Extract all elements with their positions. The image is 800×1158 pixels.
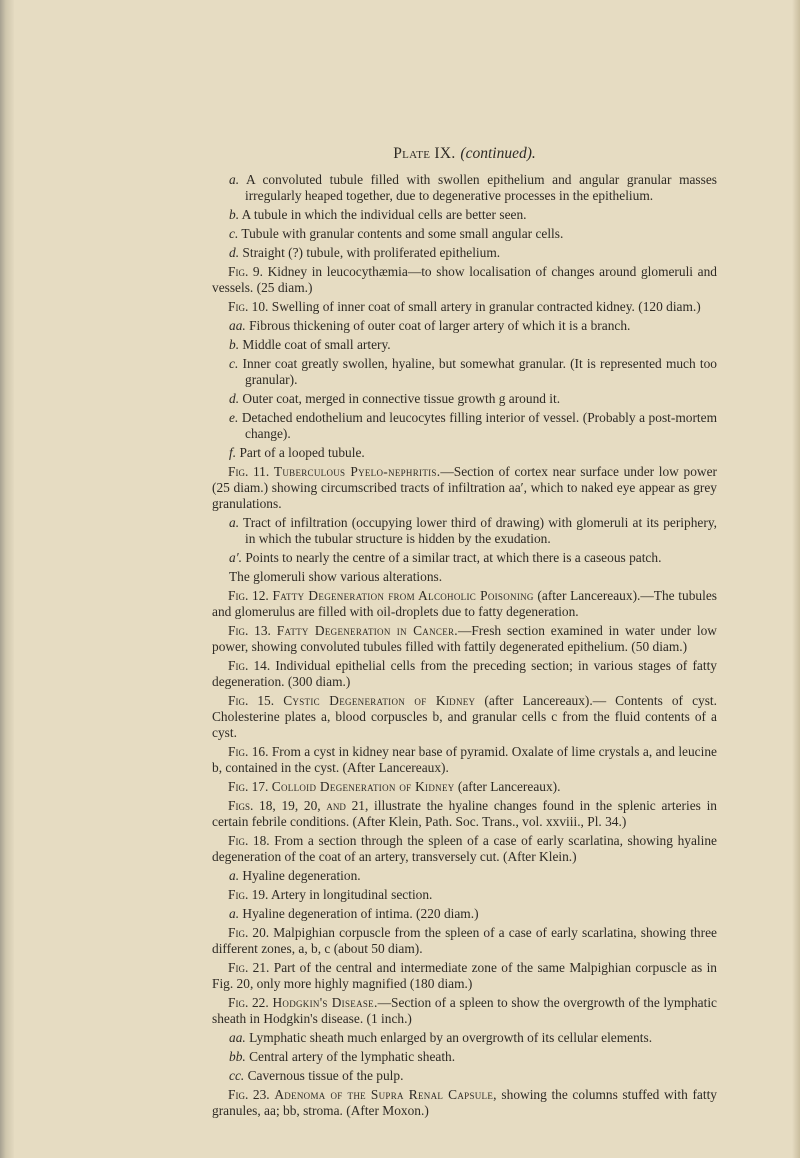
figure-heading: Adenoma of the Supra Renal Capsule, bbox=[274, 1087, 497, 1102]
figure-heading: Fatty Degeneration in Cancer. bbox=[276, 623, 458, 638]
caption-text: (after Lancereaux).— Contents of cyst. Cholesterine plates a, blood corpuscles b, and granular cells c from the fluid contents of a cyst. bbox=[212, 693, 717, 740]
caption-text: Artery in longitudinal section. bbox=[271, 887, 433, 902]
caption-text: Swelling of inner coat of small artery in granular contracted kidney. (120 diam.) bbox=[271, 299, 701, 314]
caption-text: A convoluted tubule filled with swollen epithelium and angular granular masses irregularly heaped together, due to degenerative processes in the epithelium. bbox=[245, 172, 718, 203]
caption-text: Middle coat of small artery. bbox=[242, 337, 391, 352]
figure-heading: Tuberculous Pyelo-nephritis. bbox=[273, 464, 441, 479]
figure-caption bbox=[212, 588, 717, 620]
caption-text: Lymphatic sheath much enlarged by an overgrowth of its cellular elements. bbox=[249, 1030, 653, 1045]
item-letter: f. bbox=[229, 445, 237, 460]
figure-number: Figs. 18, 19, 20, and 21, bbox=[228, 798, 369, 813]
figure-caption bbox=[212, 1087, 717, 1119]
item-letter: a. bbox=[229, 906, 240, 921]
caption-text: Hyaline degeneration. bbox=[242, 868, 361, 883]
page-content bbox=[212, 146, 717, 1122]
caption-subitem bbox=[229, 550, 717, 566]
figure-caption bbox=[212, 693, 717, 741]
figure-number: Fig. 22. bbox=[228, 995, 269, 1010]
figure-caption bbox=[212, 798, 717, 830]
item-letter: b. bbox=[229, 207, 240, 222]
figure-heading: Hodgkin's Disease. bbox=[272, 995, 378, 1010]
figure-caption bbox=[212, 960, 717, 992]
figure-number: Fig. 15. bbox=[228, 693, 275, 708]
caption-text: From a cyst in kidney near base of pyramid. Oxalate of lime crystals a, and leucine b, contained in the cyst. (After Lancereaux). bbox=[212, 744, 717, 775]
item-letter: bb. bbox=[229, 1049, 246, 1064]
caption-text: A tubule in which the individual cells are better seen. bbox=[241, 207, 527, 222]
figure-heading: Cystic Degeneration of Kidney bbox=[283, 693, 476, 708]
figure-number: Fig. 19. bbox=[228, 887, 269, 902]
figure-caption bbox=[212, 264, 717, 296]
figure-caption bbox=[212, 744, 717, 776]
caption-text: Part of the central and intermediate zone of the same Malpighian corpuscle as in Fig. 20, only more highly magnified (180 diam.) bbox=[212, 960, 717, 991]
item-letter: c. bbox=[229, 356, 239, 371]
item-letter: d. bbox=[229, 391, 240, 406]
figure-heading: Fatty Degeneration from Alcoholic Poisoning bbox=[272, 588, 534, 603]
figure-caption bbox=[212, 623, 717, 655]
plate-title-continued: (continued). bbox=[460, 145, 536, 162]
caption-subitem bbox=[229, 337, 717, 353]
item-letter: a. bbox=[229, 868, 240, 883]
item-letter: cc. bbox=[229, 1068, 245, 1083]
item-letter: a. bbox=[229, 515, 240, 530]
caption-text: Individual epithelial cells from the preceding section; in various stages of fatty degeneration. (300 diam.) bbox=[212, 658, 717, 689]
plate-title bbox=[212, 146, 717, 162]
caption-text: Tract of infiltration (occupying lower third of drawing) with glomeruli at its periphery, in which the tubular structure is hidden by the exudation. bbox=[243, 515, 717, 546]
caption-text: —Section of cortex near surface under low power (25 diam.) showing circumscribed tracts of infiltration aa′, which to naked eye appear as grey granulations. bbox=[212, 464, 717, 511]
caption-text: showing the columns stuffed with fatty granules, aa; bb, stroma. (After Moxon.) bbox=[212, 1087, 717, 1118]
figure-number: Fig. 14. bbox=[228, 658, 271, 673]
page-spine-shadow bbox=[0, 0, 14, 1158]
plate-title-main: Plate IX. bbox=[393, 145, 456, 162]
figure-number: Fig. 18. bbox=[228, 833, 270, 848]
caption-subitem bbox=[229, 207, 717, 223]
figure-number: Fig. 17. bbox=[228, 779, 269, 794]
figure-number: Fig. 13. bbox=[228, 623, 271, 638]
figure-caption bbox=[212, 299, 717, 315]
caption-subitem bbox=[229, 245, 717, 261]
caption-text: —Section of a spleen to show the overgrowth of the lymphatic sheath in Hodgkin's disease. (1 inch.) bbox=[212, 995, 718, 1026]
caption-subitem bbox=[229, 868, 717, 884]
caption-note bbox=[229, 569, 717, 585]
caption-text: From a section through the spleen of a case of early scarlatina, showing hyaline degeneration of the coat of an artery, transversely cut. (After Klein.) bbox=[212, 833, 717, 864]
caption-text: Fibrous thickening of outer coat of larger artery of which it is a branch. bbox=[249, 318, 631, 333]
caption-subitem bbox=[229, 410, 717, 442]
item-letter: aa. bbox=[229, 1030, 246, 1045]
caption-subitem bbox=[229, 1030, 717, 1046]
figure-number: Fig. 12. bbox=[228, 588, 269, 603]
caption-text: Inner coat greatly swollen, hyaline, but somewhat granular. (It is represented much too granular). bbox=[242, 356, 717, 387]
item-letter: b. bbox=[229, 337, 240, 352]
caption-text: (after Lancereaux).—The tubules and glomerulus are filled with oil-droplets due to fatty degeneration. bbox=[212, 588, 717, 619]
figure-number: Fig. 16. bbox=[228, 744, 269, 759]
caption-subitem bbox=[229, 1068, 717, 1084]
caption-text: Kidney in leucocythæmia—to show localisation of changes around glomeruli and vessels. (25 diam.) bbox=[212, 264, 717, 295]
caption-list bbox=[212, 172, 717, 1119]
page-edge bbox=[792, 0, 800, 1158]
item-letter: c. bbox=[229, 226, 239, 241]
figure-heading: Colloid Degeneration of Kidney bbox=[271, 779, 455, 794]
figure-caption bbox=[212, 995, 717, 1027]
item-letter: aa. bbox=[229, 318, 246, 333]
caption-text: Cavernous tissue of the pulp. bbox=[247, 1068, 404, 1083]
item-letter: e. bbox=[229, 410, 239, 425]
caption-text: The glomeruli show various alterations. bbox=[229, 569, 443, 584]
figure-number: Fig. 11. bbox=[228, 464, 270, 479]
caption-subitem bbox=[229, 1049, 717, 1065]
caption-text: —Fresh section examined in water under low power, showing convoluted tubules filled with fattily degenerated epithelium. (50 diam.) bbox=[212, 623, 717, 654]
figure-number: Fig. 21. bbox=[228, 960, 270, 975]
figure-number: Fig. 9. bbox=[228, 264, 263, 279]
caption-subitem bbox=[229, 172, 717, 204]
caption-subitem bbox=[229, 906, 717, 922]
figure-caption bbox=[212, 779, 717, 795]
caption-subitem bbox=[229, 356, 717, 388]
caption-text: (after Lancereaux). bbox=[454, 779, 561, 794]
item-letter: a. bbox=[229, 172, 240, 187]
caption-subitem bbox=[229, 515, 717, 547]
figure-caption bbox=[212, 464, 717, 512]
caption-text: Detached endothelium and leucocytes filling interior of vessel. (Probably a post-mortem change). bbox=[241, 410, 717, 441]
caption-text: Tubule with granular contents and some small angular cells. bbox=[241, 226, 564, 241]
caption-text: Straight (?) tubule, with proliferated epithelium. bbox=[242, 245, 501, 260]
item-letter: d. bbox=[229, 245, 240, 260]
caption-subitem bbox=[229, 391, 717, 407]
item-letter: a′. bbox=[229, 550, 242, 565]
caption-text: Outer coat, merged in connective tissue growth g around it. bbox=[242, 391, 561, 406]
caption-text: Part of a looped tubule. bbox=[239, 445, 365, 460]
caption-subitem bbox=[229, 226, 717, 242]
figure-number: Fig. 20. bbox=[228, 925, 270, 940]
caption-text: illustrate the hyaline changes found in the splenic arteries in certain febrile conditions. (After Klein, Path. Soc. Trans., vol. xxviii., Pl. 34.) bbox=[212, 798, 717, 829]
figure-caption bbox=[212, 833, 717, 865]
figure-caption bbox=[212, 925, 717, 957]
caption-text: Hyaline degeneration of intima. (220 diam.) bbox=[242, 906, 479, 921]
figure-number: Fig. 10. bbox=[228, 299, 269, 314]
figure-number: Fig. 23. bbox=[228, 1087, 270, 1102]
caption-text: Malpighian corpuscle from the spleen of a case of early scarlatina, showing three different zones, a, b, c (about 50 diam). bbox=[212, 925, 717, 956]
caption-subitem bbox=[229, 318, 717, 334]
caption-text: Central artery of the lymphatic sheath. bbox=[249, 1049, 456, 1064]
caption-subitem bbox=[229, 445, 717, 461]
caption-text: Points to nearly the centre of a similar tract, at which there is a caseous patch. bbox=[245, 550, 662, 565]
figure-caption bbox=[212, 658, 717, 690]
figure-caption bbox=[212, 887, 717, 903]
